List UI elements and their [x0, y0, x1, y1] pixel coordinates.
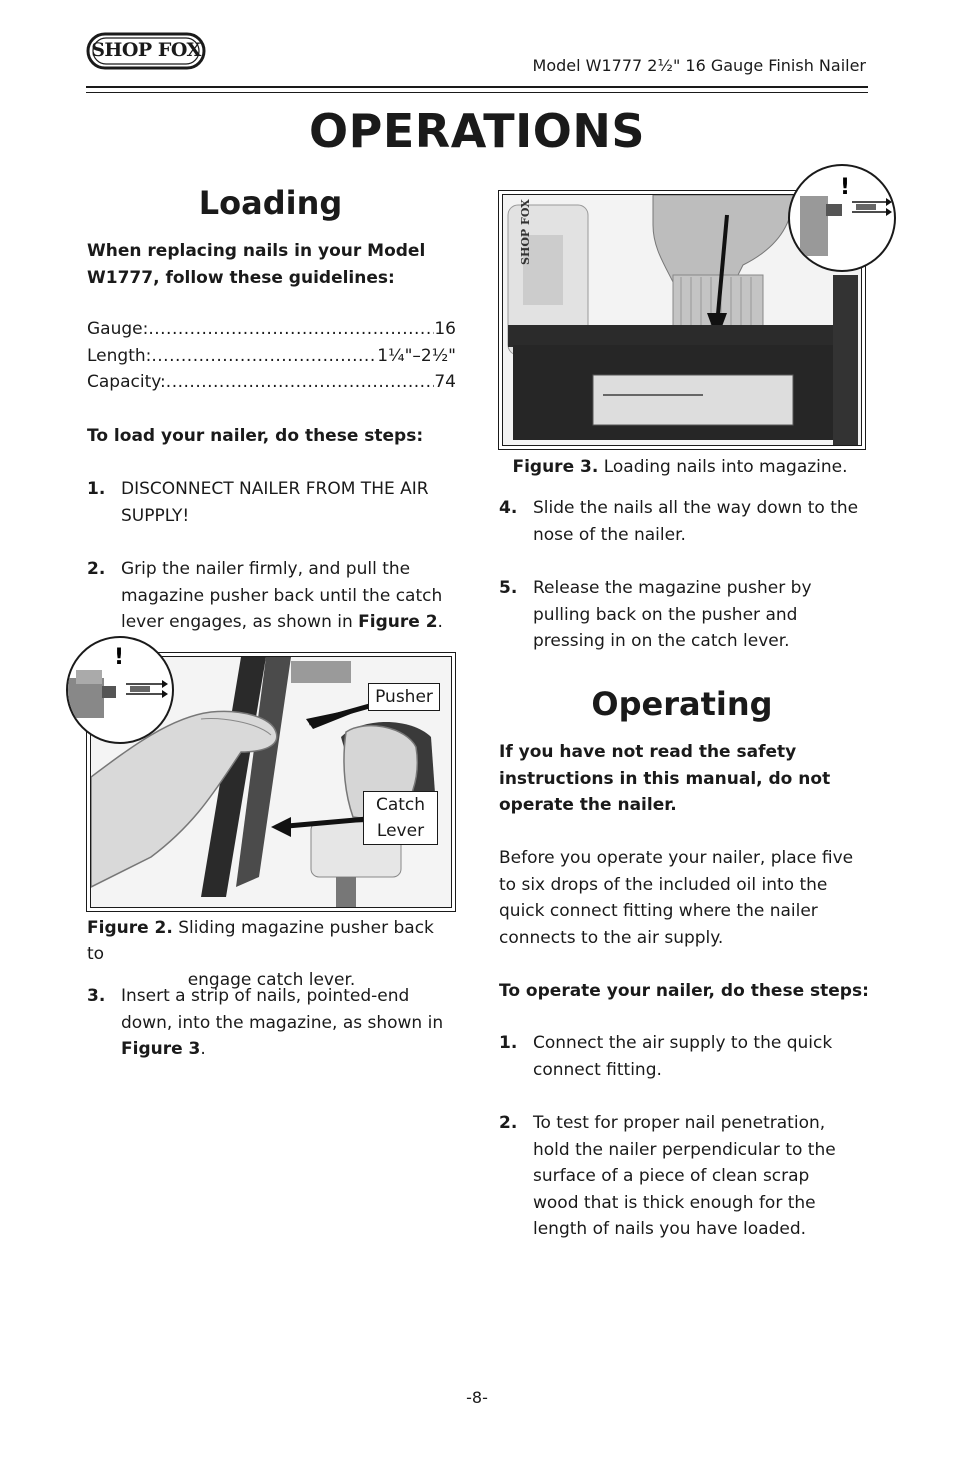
spec-row-gauge: [87, 316, 456, 343]
spec-leader: [148, 316, 434, 343]
figure-3-reference: Figure 3: [121, 1039, 201, 1059]
header-model-title: Model W1777 2¹⁄₂" 16 Gauge Finish Nailer: [532, 56, 866, 75]
oil-instructions: Before you operate your nailer, place five to six drops of the included oil into the quick connect fitting where the nailer connects to the air supply.: [499, 848, 854, 948]
step-text: [121, 556, 456, 636]
load-step-3: [87, 983, 456, 1063]
page-title: OPERATIONS: [309, 104, 645, 158]
spec-label: Length:: [87, 345, 152, 366]
load-steps-intro: To load your nailer, do these steps:: [87, 426, 424, 446]
step-text: Connect the air supply to the quick connect fitting.: [533, 1033, 833, 1080]
step-text: Slide the nails all the way down to the nose of the nailer.: [533, 498, 859, 545]
loading-intro: When replacing nails in your Model W1777, follow these guidelines:: [87, 241, 426, 288]
header-rule-thin: [86, 92, 868, 93]
operate-steps-intro: To operate your nailer, do these steps:: [499, 981, 869, 1001]
spec-row-capacity: [87, 369, 456, 396]
figure-2-caption-line-2: engage catch lever.: [187, 970, 356, 990]
step-number: 3.: [87, 986, 106, 1006]
logo-text: SHOP FOX: [91, 39, 201, 61]
spec-value: 74: [434, 372, 456, 392]
page-number: -8-: [466, 1388, 488, 1407]
step-text: [121, 983, 456, 1063]
load-step-1: [87, 476, 456, 529]
operating-warning: If you have not read the safety instructions in this manual, do not operate the nailer.: [499, 742, 831, 815]
tool-brand-label: SHOP FOX: [519, 199, 532, 265]
step-number: 2.: [499, 1113, 518, 1133]
svg-text:!: !: [840, 175, 851, 200]
step-text: DISCONNECT NAILER FROM THE AIR SUPPLY!: [121, 479, 429, 526]
step-text-part: .: [437, 612, 443, 632]
callout-catch-line-2: Lever: [376, 821, 425, 841]
callout-catch-lever: [363, 791, 438, 845]
spec-list: [87, 316, 456, 396]
spec-leader: [166, 369, 435, 396]
figure-2-caption-text: Sliding magazine pusher back to: [87, 918, 434, 964]
figure-2-reference: Figure 2: [358, 612, 438, 632]
step-text: Release the magazine pusher by pulling back on the pusher and pressing in on the catch lever.: [533, 578, 812, 651]
step-number: 2.: [87, 559, 106, 579]
step-text-part: .: [200, 1039, 206, 1059]
operate-step-1: [499, 1030, 859, 1083]
disconnect-warning-icon: [788, 164, 896, 272]
spec-leader: [151, 343, 377, 370]
load-step-4: [499, 495, 859, 548]
header-rule: [86, 86, 868, 88]
spec-label: Capacity:: [87, 372, 166, 392]
figure-3-caption: [498, 454, 862, 480]
step-number: 1.: [87, 479, 106, 499]
spec-value: 16: [434, 319, 456, 339]
figure-2-label: Figure 2.: [87, 918, 173, 938]
step-text-part: Grip the nailer firmly, and pull the magazine pusher back until the catch lever engages, as shown in: [121, 559, 443, 632]
load-step-2: [87, 556, 456, 636]
figure-2-caption: [87, 915, 456, 993]
spec-row-length: [87, 343, 456, 370]
step-number: 5.: [499, 578, 518, 598]
figure-3-label: Figure 3.: [512, 457, 599, 477]
loading-heading: Loading: [198, 184, 343, 222]
spec-value: 1¹⁄₄"–2¹⁄₂": [377, 345, 456, 366]
step-text: To test for proper nail penetration, hold the nailer perpendicular to the surface of a piece of clean scrap wood that is thick enough for the length of nails you have loaded.: [533, 1113, 836, 1239]
figure-3-caption-text: Loading nails into magazine.: [598, 457, 848, 477]
step-number: 4.: [499, 498, 518, 518]
disconnect-warning-icon: [66, 636, 174, 744]
step-number: 1.: [499, 1033, 518, 1053]
svg-text:!: !: [114, 645, 125, 670]
operate-step-2: [499, 1110, 859, 1243]
step-text-part: Insert a strip of nails, pointed-end down, into the magazine, as shown in: [121, 986, 444, 1033]
callout-pusher: Pusher: [368, 683, 440, 711]
callout-catch-line-1: Catch: [375, 795, 426, 815]
shop-fox-logo: [86, 26, 206, 76]
spec-label: Gauge:: [87, 319, 149, 339]
operating-heading: Operating: [591, 685, 773, 723]
load-step-5: [499, 575, 859, 655]
